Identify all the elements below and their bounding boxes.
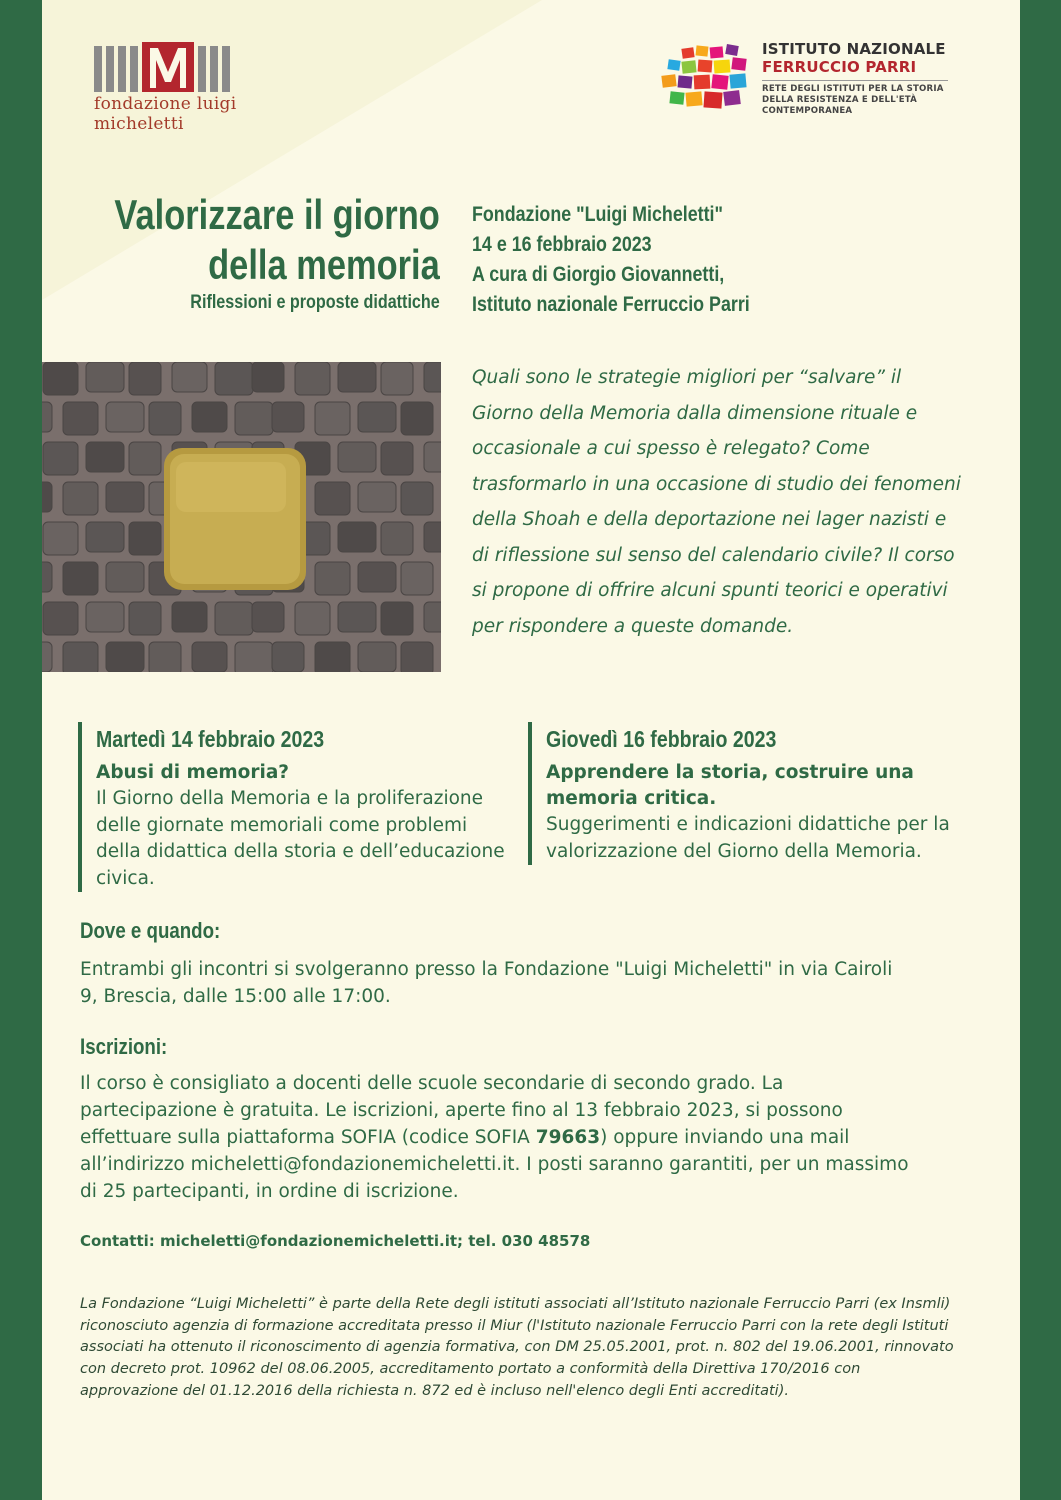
session-1 bbox=[78, 722, 516, 892]
title-line2: della memoria bbox=[208, 241, 440, 288]
stolperstein-photo bbox=[42, 362, 441, 672]
info-institute: Istituto nazionale Ferruccio Parri bbox=[472, 293, 750, 316]
parri-title-line1: ISTITUTO NAZIONALE bbox=[762, 40, 946, 58]
registration-text bbox=[80, 1070, 910, 1205]
where-heading: Dove e quando: bbox=[80, 918, 221, 943]
logo-bars-icon bbox=[94, 42, 314, 92]
colored-squares-icon bbox=[660, 44, 752, 114]
info-organizer: Fondazione "Luigi Micheletti" bbox=[472, 203, 723, 226]
info-curator: A cura di Giorgio Giovannetti, bbox=[472, 263, 725, 286]
info-dates: 14 e 16 febbraio 2023 bbox=[472, 233, 652, 256]
parri-divider bbox=[762, 80, 948, 81]
event-title bbox=[43, 190, 440, 316]
intro-text: Quali sono le strategie migliori per “salvare” il Giorno della Memoria dalla dimensione rituale e occasionale a cui spesso è relegato? Come trasformarlo in una occasione di studio dei fenomeni della Shoah e della deportazione nei lager nazisti e di riflessione sul senso del calendario civile? Il corso si propone di offrire alcuni spunti teorici e operativi per rispondere a queste domande. bbox=[472, 367, 961, 637]
where-text: Entrambi gli incontri si svolgeranno presso la Fondazione "Luigi Micheletti" in via Cairoli 9, Brescia, dalle 15:00 alle 17:00. bbox=[80, 959, 893, 1007]
parri-title-line2: FERRUCCIO PARRI bbox=[762, 58, 917, 76]
session-1-date: Martedì 14 febbraio 2023 bbox=[96, 726, 325, 752]
registration-heading: Iscrizioni: bbox=[80, 1034, 168, 1059]
contacts: Contatti: micheletti@fondazionemicheletti.it; tel. 030 48578 bbox=[80, 1232, 591, 1250]
session-2 bbox=[528, 722, 966, 865]
session-2-title: Apprendere la storia, costruire una memoria critica. bbox=[546, 762, 914, 809]
parri-subtitle: RETE DEGLI ISTITUTI PER LA STORIA DELLA RESISTENZA E DELL'ETÀ CONTEMPORANEA bbox=[762, 84, 944, 116]
session-1-title: Abusi di memoria? bbox=[96, 762, 290, 783]
registration-text-part1: Il corso è consigliato a docenti delle scuole secondarie di secondo grado. La partecipazione è gratuita. Le iscrizioni, aperte fino al 13 febbraio 2023, si possono effettuare sulla piattaforma SOFIA (codice SOFIA bbox=[80, 1073, 843, 1148]
flyer-page bbox=[42, 0, 1020, 1500]
event-info bbox=[472, 200, 750, 320]
session-2-description: Suggerimenti e indicazioni didattiche per la valorizzazione del Giorno della Memoria. bbox=[546, 814, 950, 862]
micheletti-logo bbox=[94, 42, 314, 134]
session-2-date: Giovedì 16 febbraio 2023 bbox=[546, 726, 777, 752]
title-subtitle: Riflessioni e proposte didattiche bbox=[190, 292, 440, 313]
sofia-code: 79663 bbox=[535, 1127, 601, 1148]
footnote: La Fondazione “Luigi Micheletti” è parte della Rete degli istituti associati all’Istituto nazionale Ferruccio Parri (ex Insmli) riconosciuto agenzia di formazione accreditata presso il Miur (l'Istituto nazionale Ferruccio Parri con la rete degli Istituti associati ha ottenuto il riconoscimento di agenzia formativa, con DM 25.05.2001, prot. n. 802 del 19.06.2001, rinnovato con decreto prot. 10962 del 08.06.2005, accreditamento portato a conformità della Direttiva 170/2016 con approvazione del 01.12.2016 della richiesta n. 872 ed è incluso nell'elenco degli Enti accreditati). bbox=[80, 1296, 954, 1399]
registration-text-part2: ) oppure inviando una mail all’indirizzo micheletti@fondazionemicheletti.it. I posti saranno garantiti, per un massimo di 25 partecipanti, in ordine di iscrizione. bbox=[80, 1127, 909, 1202]
micheletti-logo-text: fondazione luigi micheletti bbox=[94, 94, 237, 134]
parri-logo bbox=[660, 40, 960, 120]
session-1-description: Il Giorno della Memoria e la proliferazione delle giornate memoriali come problemi della didattica della storia e dell’educazione civica. bbox=[96, 788, 505, 889]
title-line1: Valorizzare il giorno bbox=[114, 191, 440, 238]
